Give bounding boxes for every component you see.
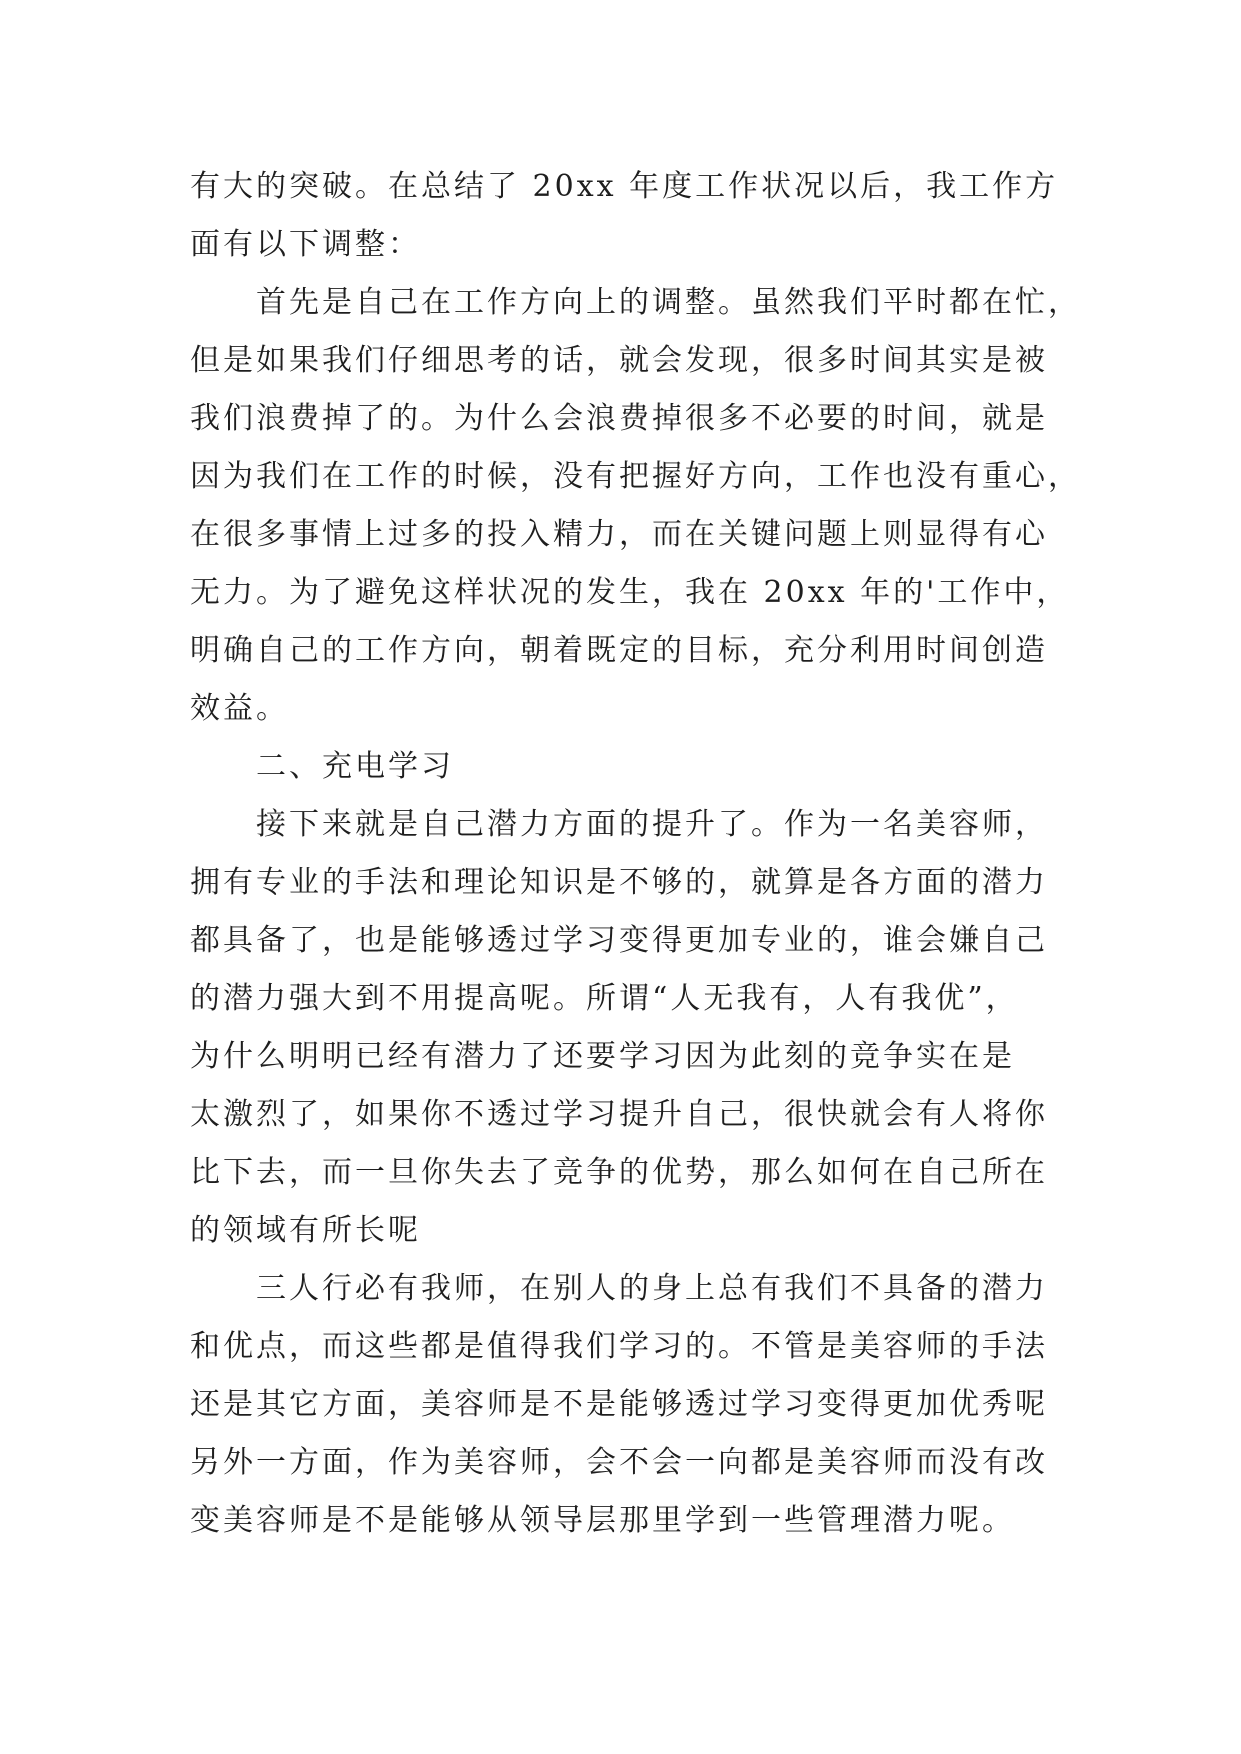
text-line: 但是如果我们仔细思考的话，就会发现，很多时间其实是被 xyxy=(190,343,1048,378)
text-line: 另外一方面，作为美容师，会不会一向都是美容师而没有改 xyxy=(190,1445,1048,1480)
text-line: 变美容师是不是能够从领导层那里学到一些管理潜力呢。 xyxy=(190,1503,1015,1538)
text-line: 有大的突破。在总结了 20xx 年度工作状况以后，我工作方 xyxy=(190,169,1059,204)
document-body xyxy=(190,158,1090,1550)
text-line: 和优点，而这些都是值得我们学习的。不管是美容师的手法 xyxy=(190,1329,1048,1364)
text-line: 首先是自己在工作方向上的调整。虽然我们平时都在忙， xyxy=(256,285,1081,320)
text-line: 三人行必有我师，在别人的身上总有我们不具备的潜力 xyxy=(256,1271,1048,1306)
text-line: 的领域有所长呢 xyxy=(190,1213,421,1248)
text-line: 无力。为了避免这样状况的发生，我在 20xx 年的'工作中， xyxy=(190,575,1070,610)
text-line: 因为我们在工作的时候，没有把握好方向，工作也没有重心， xyxy=(190,459,1081,494)
text-line: 的潜力强大到不用提高呢。所谓“人无我有，人有我优”， xyxy=(190,981,1019,1016)
text-line: 拥有专业的手法和理论知识是不够的，就算是各方面的潜力 xyxy=(190,865,1048,900)
text-line: 为什么明明已经有潜力了还要学习因为此刻的竞争实在是 xyxy=(190,1039,1015,1074)
text-line: 比下去，而一旦你失去了竞争的优势，那么如何在自己所在 xyxy=(190,1155,1048,1190)
text-line: 我们浪费掉了的。为什么会浪费掉很多不必要的时间，就是 xyxy=(190,401,1048,436)
text-line: 还是其它方面，美容师是不是能够透过学习变得更加优秀呢 xyxy=(190,1387,1048,1422)
text-line: 在很多事情上过多的投入精力，而在关键问题上则显得有心 xyxy=(190,517,1048,552)
text-line: 太激烈了，如果你不透过学习提升自己，很快就会有人将你 xyxy=(190,1097,1048,1132)
text-line: 二、充电学习 xyxy=(256,749,454,784)
text-line: 面有以下调整： xyxy=(190,227,421,262)
text-line: 明确自己的工作方向，朝着既定的目标，充分利用时间创造 xyxy=(190,633,1048,668)
text-line: 都具备了，也是能够透过学习变得更加专业的，谁会嫌自己 xyxy=(190,923,1048,958)
text-line: 效益。 xyxy=(190,691,289,726)
text-line: 接下来就是自己潜力方面的提升了。作为一名美容师， xyxy=(256,807,1048,842)
